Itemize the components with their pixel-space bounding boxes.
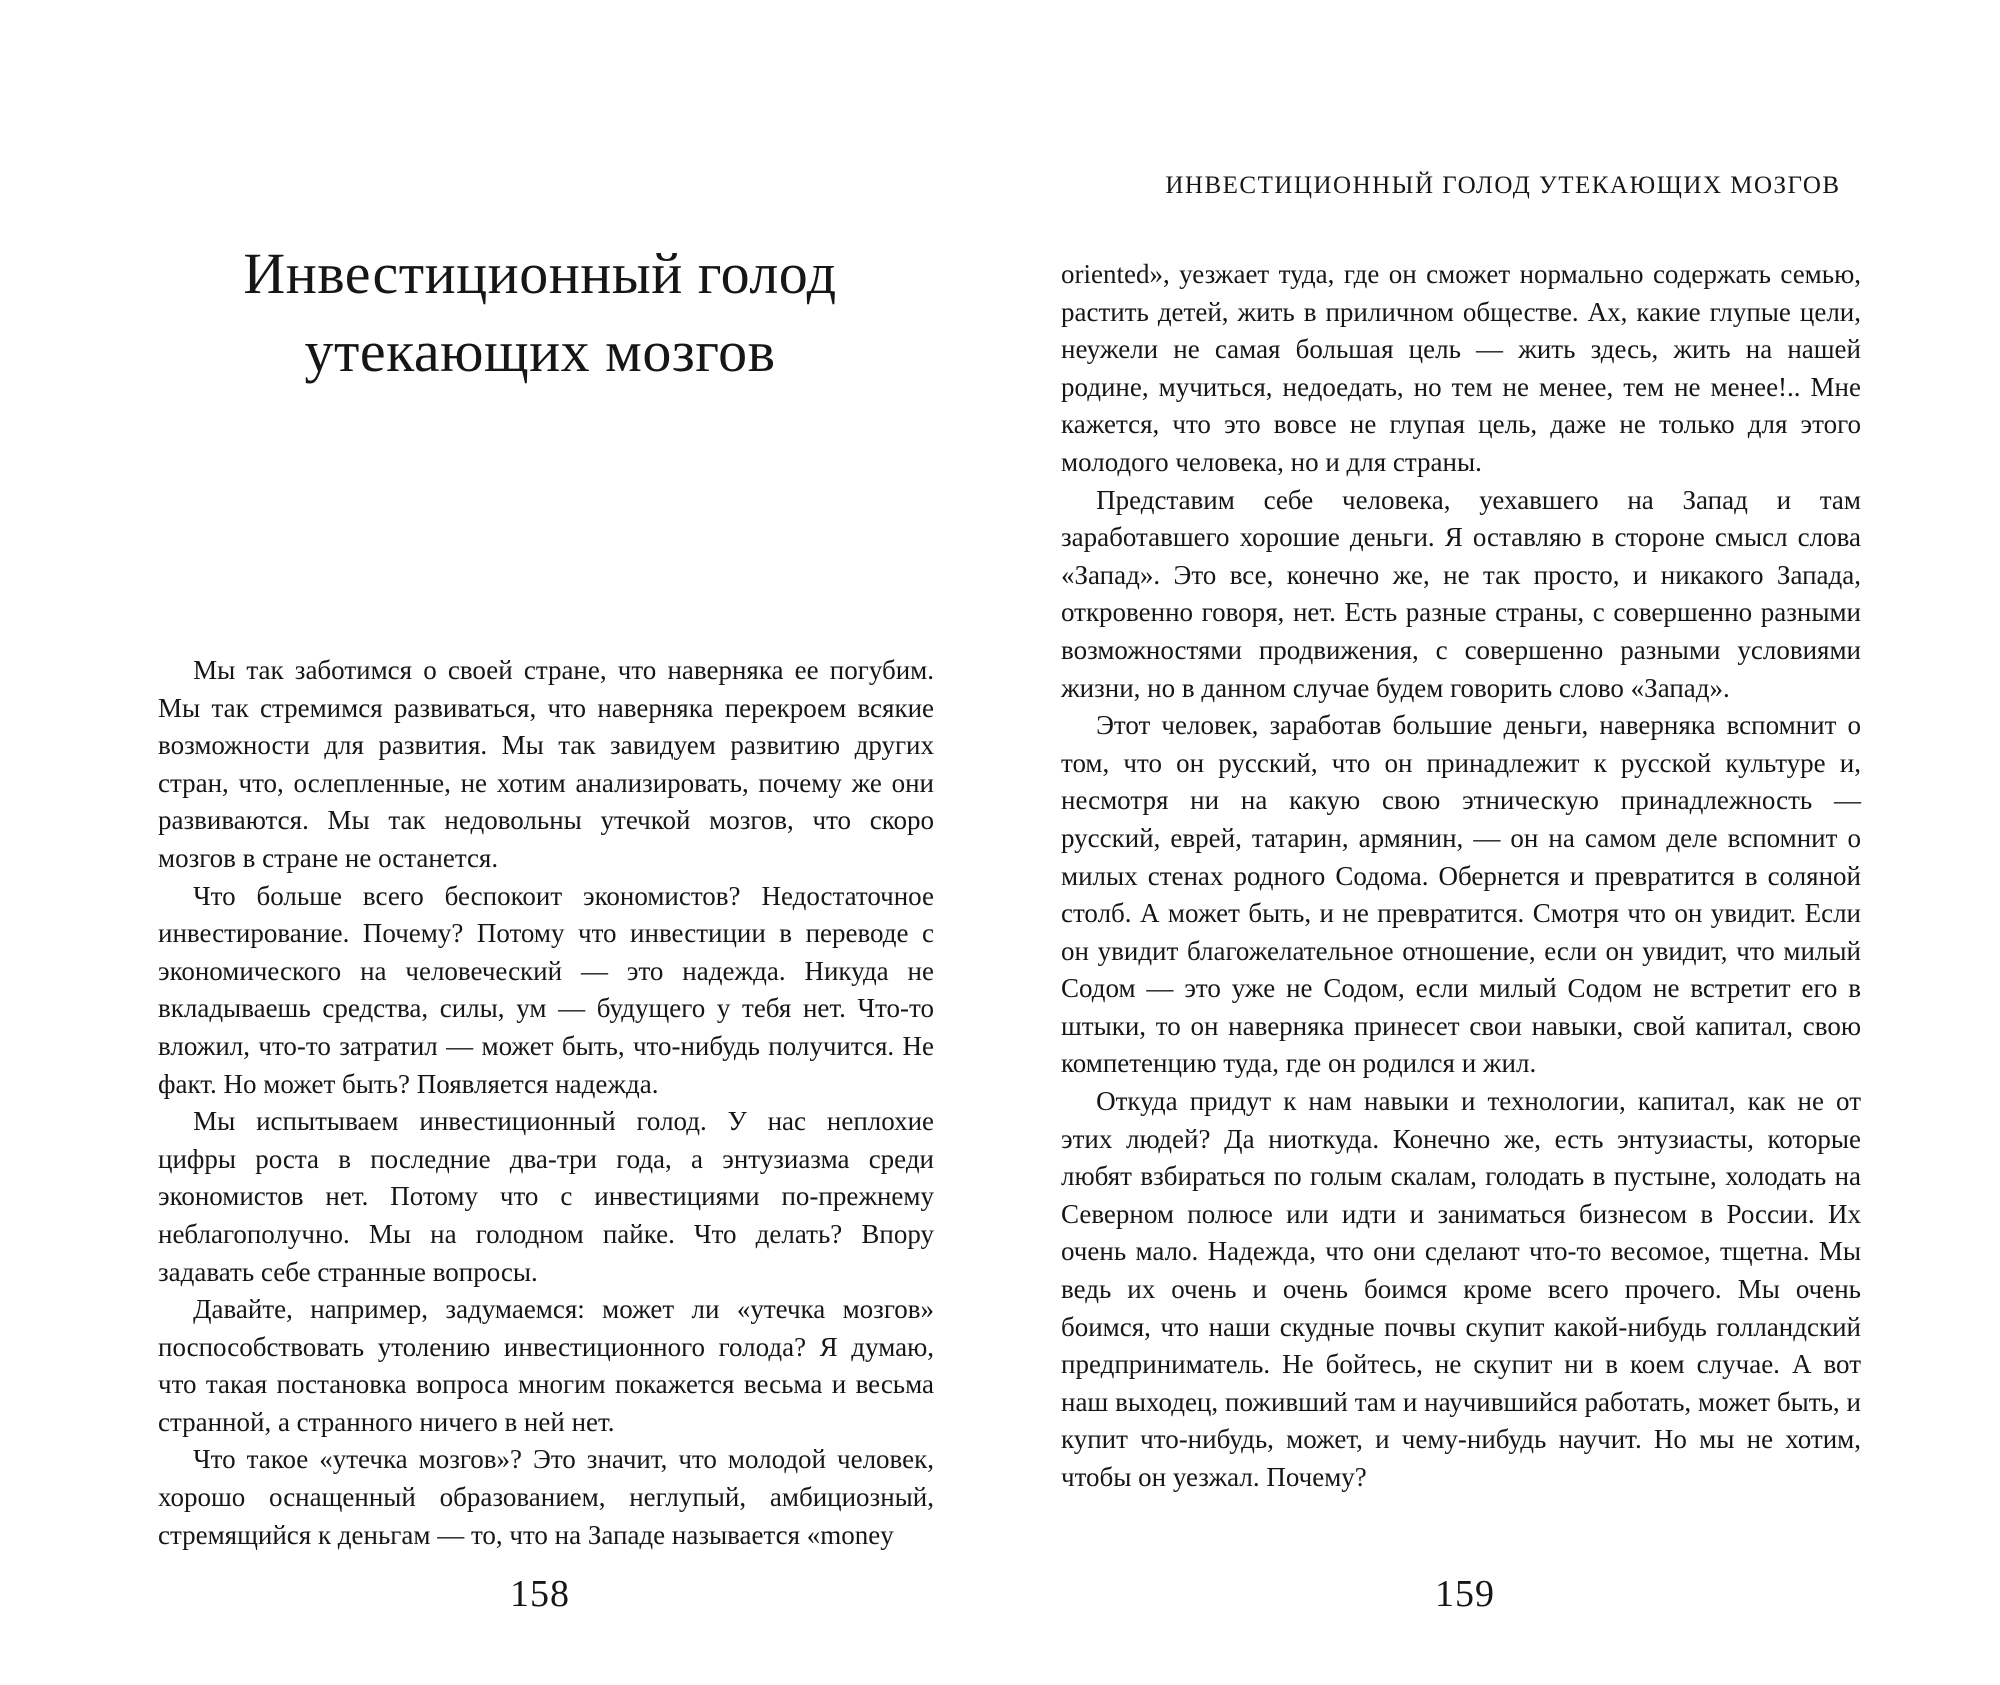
page-number-right: 159	[1435, 1573, 1495, 1615]
paragraph: Мы испытываем инвестиционный голод. У нас неплохие цифры роста в последние два-три года, а энтузиазма среди экономистов нет. Потому что с инвестициями по-прежнему неблагополучно. Мы на голодном пайке. Что делать? Впору задавать себе странные вопросы.	[158, 1106, 934, 1287]
paragraph: Давайте, например, задумаемся: может ли «утечка мозгов» поспособствовать утолению инвестиционного голода? Я думаю, что такая постановка вопроса многим покажется весьма и весьма странной, а странного ничего в ней нет.	[158, 1294, 934, 1437]
chapter-title-line-1: Инвестиционный голод	[243, 241, 837, 306]
paragraph: Что такое «утечка мозгов»? Это значит, что молодой человек, хорошо оснащенный образованием, неглупый, амбициозный, стремящийся к деньгам — то, что на Западе называется «money	[158, 1444, 934, 1550]
paragraph: Представим себе человека, уехавшего на Запад и там заработавшего хорошие деньги. Я оставляю в стороне смысл слова «Запад». Это все, конечно же, не так просто, и никакого Запада, откровенно говоря, нет. Есть разные страны, с совершенно разными возможностями продвижения, с совершенно разными условиями жизни, но в данном случае будем говорить слово «Запад».	[1061, 484, 1861, 703]
paragraph: Этот человек, заработав большие деньги, наверняка вспомнит о том, что он русский, что он принадлежит к русской культуре и, несмотря ни на какую свою этническую принадлежность — русский, еврей, татарин, армянин, — он на самом деле вспомнит о милых стенах родного Содома. Обернется и превратится в соляной столб. А может быть, и не превратится. Смотря что он увидит. Если он увидит благожелательное отношение, если он увидит, что милый Содом — это уже не Содом, если милый Содом не встретит его в штыки, то он наверняка принесет свои навыки, свой капитал, свою компетенцию туда, где он родился и жил.	[1061, 710, 1861, 1079]
right-page-body	[1061, 256, 1861, 1497]
page-number-left: 158	[510, 1573, 570, 1615]
running-head: ИНВЕСТИЦИОННЫЙ ГОЛОД УТЕКАЮЩИХ МОЗГОВ	[1165, 172, 1841, 199]
paragraph: Откуда придут к нам навыки и технологии, капитал, как не от этих людей? Да ниоткуда. Конечно же, есть энтузиасты, которые любят взбираться по голым скалам, голодать в пустыне, холодать на Северном полюсе или идти и заниматься бизнесом в России. Их очень мало. Надежда, что они сделают что-то весомое, тщетна. Мы ведь их очень и очень боимся кроме всего прочего. Мы очень боимся, что наши скудные почвы скупит какой-нибудь голландский предприниматель. Не бойтесь, не скупит ни в коем случае. А вот наш выходец, поживший там и научившийся работать, может быть, и купит что-нибудь, может, и чему-нибудь научит. Но мы не хотим, чтобы он уезжал. Почему?	[1061, 1086, 1861, 1492]
chapter-title	[150, 235, 930, 391]
right-page	[1000, 0, 2000, 1685]
paragraph: Что больше всего беспокоит экономистов? Недостаточное инвестирование. Почему? Потому что инвестиции в переводе с экономического на человеческий — это надежда. Никуда не вкладываешь средства, силы, ум — будущего у тебя нет. Что-то вложил, что-то затратил — может быть, что-нибудь получится. Не факт. Но может быть? Появляется надежда.	[158, 880, 934, 1099]
paragraph: Мы так заботимся о своей стране, что наверняка ее погубим. Мы так стремимся развиваться, что наверняка перекроем всякие возможности для развития. Мы так завидуем развитию других стран, что, ослепленные, не хотим анализировать, почему же они развиваются. Мы так недовольны утечкой мозгов, что скоро мозгов в стране не останется.	[158, 655, 934, 873]
chapter-title-line-2: утекающих мозгов	[304, 319, 776, 384]
left-page-body	[158, 652, 934, 1554]
continued-paragraph: oriented», уезжает туда, где он сможет нормально содержать семью, растить детей, жить в приличном обществе. Ах, какие глупые цели, неужели не самая большая цель — жить здесь, жить на нашей родине, мучиться, недоедать, но тем не менее, тем не менее!.. Мне кажется, что это вовсе не глупая цель, даже не только для этого молодого человека, но и для страны.	[1061, 259, 1861, 477]
